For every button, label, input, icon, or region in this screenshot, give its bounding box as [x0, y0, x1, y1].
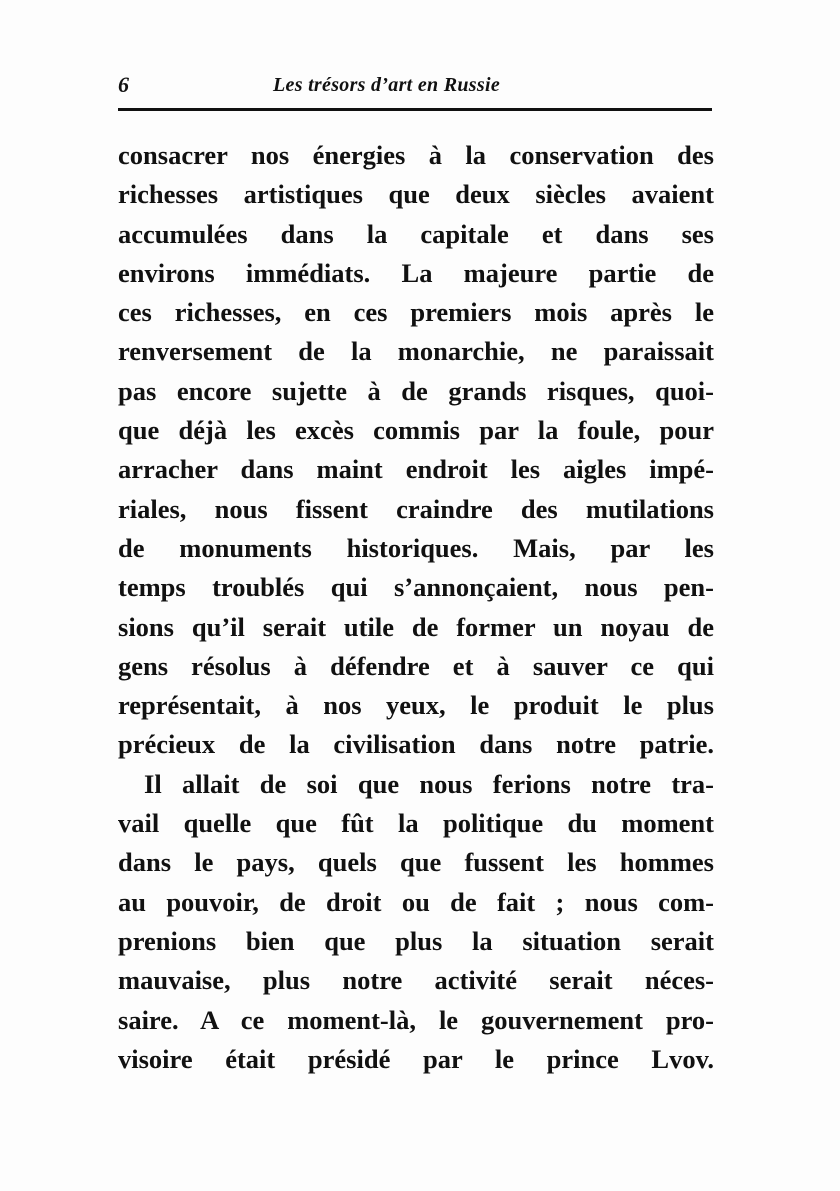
text-line: renversement de la monarchie, ne paraissait	[118, 336, 714, 367]
page-number: 6	[118, 72, 129, 97]
text-line: arracher dans maint endroit les aigles impé-	[118, 454, 714, 485]
text-line: vail quelle que fût la politique du moment	[118, 808, 714, 839]
text-line: de monuments historiques. Mais, par les	[118, 532, 714, 563]
header-rule	[118, 108, 712, 111]
text-line: que déjà les excès commis par la foule, pour	[118, 415, 714, 446]
text-line: sions qu’il serait utile de former un noyau de	[118, 611, 714, 642]
text-line: représentait, à nos yeux, le produit le plus	[118, 690, 714, 721]
text-line: gens résolus à défendre et à sauver ce qui	[118, 650, 714, 681]
text-line: prenions bien que plus la situation serait	[118, 925, 714, 956]
text-line: consacrer nos énergies à la conservation des	[118, 140, 714, 170]
text-line: mauvaise, plus notre activité serait néces-	[118, 965, 714, 996]
text-line: saire. A ce moment-là, le gouvernement pro-	[118, 1004, 714, 1035]
running-title: Les trésors d’art en Russie	[273, 74, 501, 96]
text-line: pas encore sujette à de grands risques, quoi-	[118, 375, 714, 406]
text-line: riales, nous fissent craindre des mutilations	[118, 493, 714, 524]
text-line: dans le pays, quels que fussent les hommes	[118, 847, 714, 878]
body-text	[118, 136, 714, 1079]
text-line: au pouvoir, de droit ou de fait ; nous com-	[118, 886, 714, 917]
text-line: ces richesses, en ces premiers mois après le	[118, 297, 714, 328]
text-line: Il allait de soi que nous ferions notre tra-	[144, 768, 714, 799]
page-header	[118, 68, 712, 108]
text-line: environs immédiats. La majeure partie de	[118, 257, 714, 288]
text-line: richesses artistiques que deux siècles avaient	[118, 179, 714, 210]
text-line: accumulées dans la capitale et dans ses	[118, 218, 714, 249]
text-line: temps troublés qui s’annonçaient, nous pen-	[118, 572, 714, 603]
text-line: précieux de la civilisation dans notre patrie.	[118, 729, 714, 760]
text-line: visoire était présidé par le prince Lvov.	[118, 1043, 714, 1074]
